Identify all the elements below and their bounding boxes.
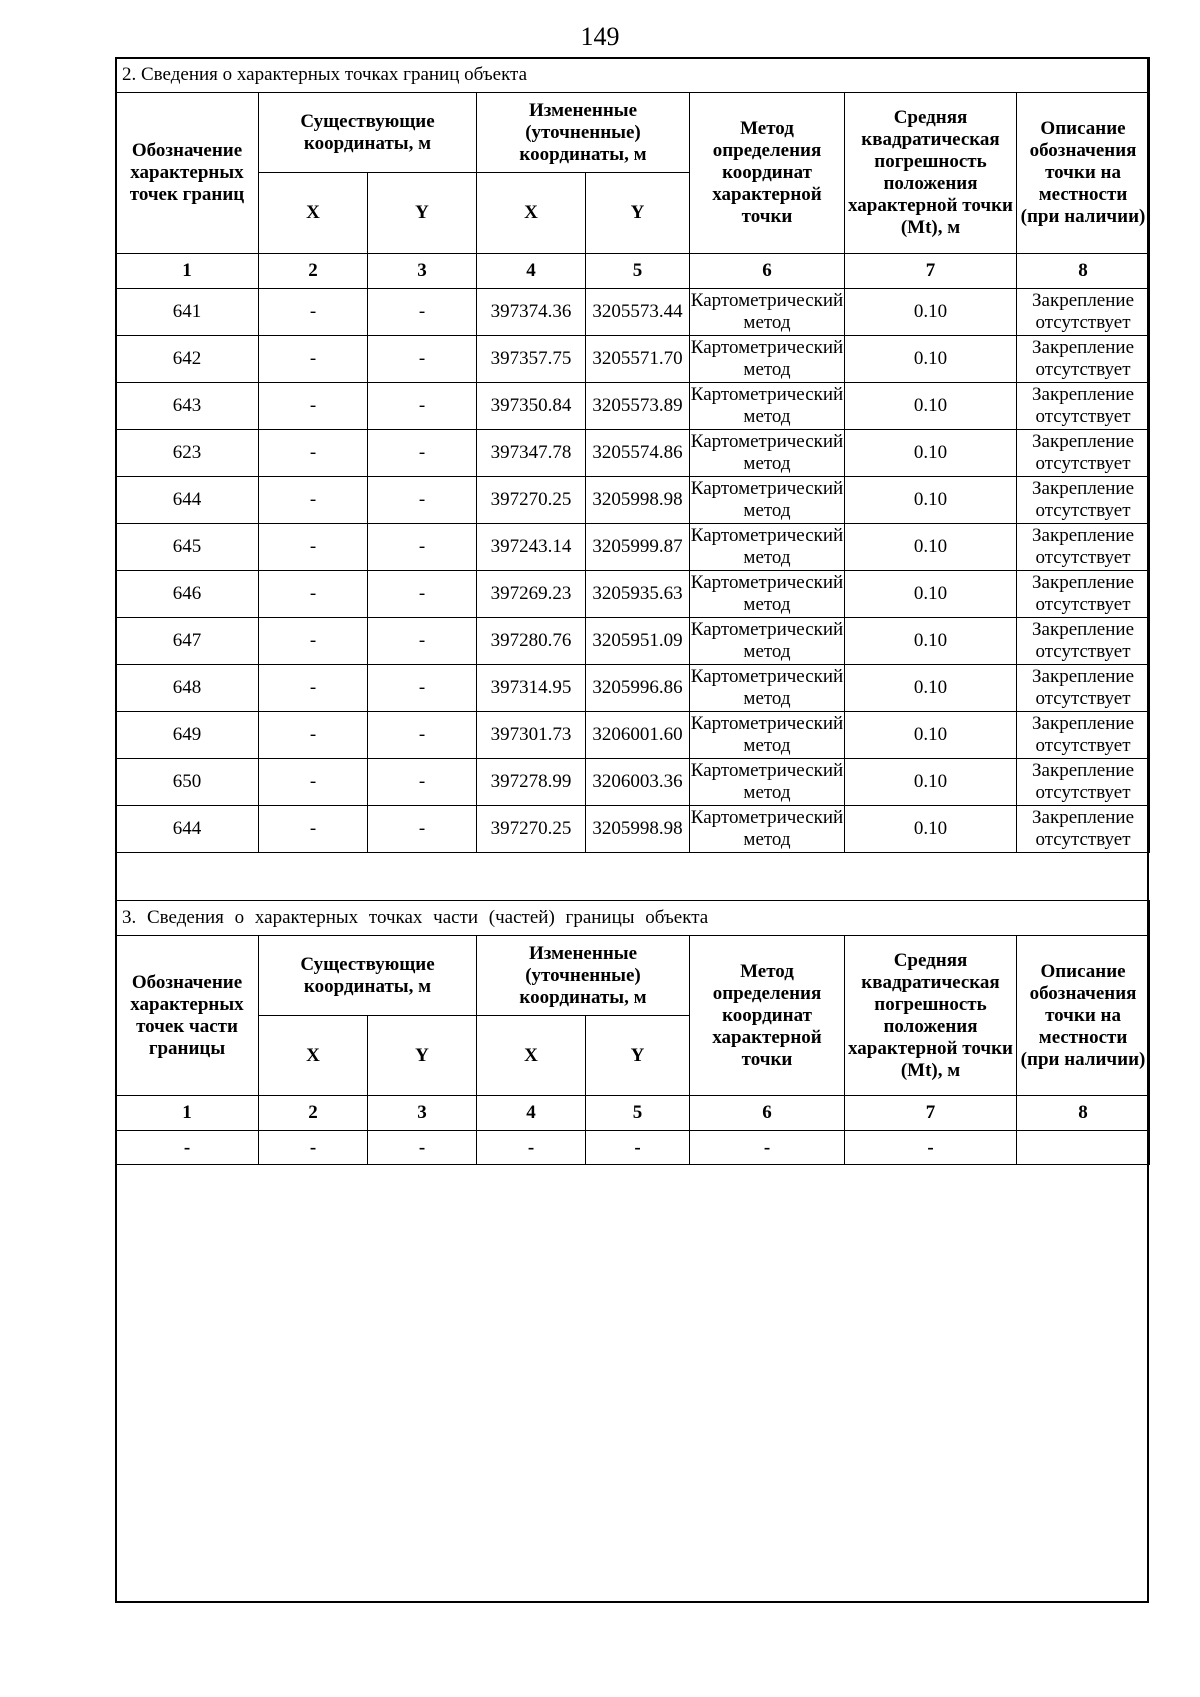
existing-x-cell: - bbox=[259, 430, 368, 477]
header-description: Описание обозначения точки на местности (при наличии) bbox=[1017, 93, 1150, 254]
point-cell: 644 bbox=[116, 477, 259, 524]
changed-x-cell: 397357.75 bbox=[477, 336, 586, 383]
method-cell: Картометрический метод bbox=[690, 806, 845, 853]
error-cell: 0.10 bbox=[845, 430, 1017, 477]
error-cell: 0.10 bbox=[845, 759, 1017, 806]
error-cell: 0.10 bbox=[845, 524, 1017, 571]
error-cell: 0.10 bbox=[845, 712, 1017, 759]
table-row bbox=[116, 524, 1150, 571]
existing-x-cell: - bbox=[259, 477, 368, 524]
description-cell: Закрепление отсутствует bbox=[1017, 524, 1150, 571]
description-cell: Закрепление отсутствует bbox=[1017, 806, 1150, 853]
col-number: 4 bbox=[477, 254, 586, 289]
header-changed: Измененные (уточненные) координаты, м bbox=[477, 936, 690, 1016]
changed-x-cell: 397269.23 bbox=[477, 571, 586, 618]
col-number: 3 bbox=[368, 254, 477, 289]
section2-caption: 2. Сведения о характерных точках границ объекта bbox=[116, 58, 1150, 93]
error-cell: 0.10 bbox=[845, 618, 1017, 665]
header-existing-x: X bbox=[259, 1016, 368, 1096]
existing-y-cell: - bbox=[368, 712, 477, 759]
header-designation: Обозначение характерных точек границ bbox=[116, 93, 259, 254]
changed-x-cell: 397350.84 bbox=[477, 383, 586, 430]
existing-y-cell: - bbox=[368, 524, 477, 571]
empty-cell: - bbox=[477, 1131, 586, 1165]
changed-x-cell: 397374.36 bbox=[477, 289, 586, 336]
col-number: 1 bbox=[116, 254, 259, 289]
col-number: 3 bbox=[368, 1096, 477, 1131]
method-cell: Картометрический метод bbox=[690, 712, 845, 759]
header-changed-y: Y bbox=[586, 173, 690, 254]
changed-x-cell: 397280.76 bbox=[477, 618, 586, 665]
existing-x-cell: - bbox=[259, 289, 368, 336]
col-number: 7 bbox=[845, 254, 1017, 289]
method-cell: Картометрический метод bbox=[690, 289, 845, 336]
col-number: 5 bbox=[586, 1096, 690, 1131]
method-cell: Картометрический метод bbox=[690, 336, 845, 383]
section3-caption: 3. Сведения о характерных точках части (частей) границы объекта bbox=[116, 901, 1150, 936]
point-cell: 641 bbox=[116, 289, 259, 336]
existing-y-cell: - bbox=[368, 477, 477, 524]
empty-cell: - bbox=[845, 1131, 1017, 1165]
existing-x-cell: - bbox=[259, 759, 368, 806]
header-changed-y: Y bbox=[586, 1016, 690, 1096]
method-cell: Картометрический метод bbox=[690, 430, 845, 477]
description-cell: Закрепление отсутствует bbox=[1017, 571, 1150, 618]
description-cell: Закрепление отсутствует bbox=[1017, 430, 1150, 477]
error-cell: 0.10 bbox=[845, 336, 1017, 383]
changed-y-cell: 3205573.44 bbox=[586, 289, 690, 336]
point-cell: 623 bbox=[116, 430, 259, 477]
table-row bbox=[116, 383, 1150, 430]
header-method: Метод определения координат характерной точки bbox=[690, 93, 845, 254]
changed-x-cell: 397314.95 bbox=[477, 665, 586, 712]
col-number: 8 bbox=[1017, 254, 1150, 289]
table-row bbox=[116, 477, 1150, 524]
changed-y-cell: 3205998.98 bbox=[586, 806, 690, 853]
header-designation: Обозначение характерных точек части границы bbox=[116, 936, 259, 1096]
existing-x-cell: - bbox=[259, 665, 368, 712]
empty-cell: - bbox=[690, 1131, 845, 1165]
existing-y-cell: - bbox=[368, 806, 477, 853]
empty-cell: - bbox=[116, 1131, 259, 1165]
existing-y-cell: - bbox=[368, 289, 477, 336]
header-existing: Существующие координаты, м bbox=[259, 936, 477, 1016]
header-existing-y: Y bbox=[368, 173, 477, 254]
changed-y-cell: 3206003.36 bbox=[586, 759, 690, 806]
page-number: 149 bbox=[580, 22, 620, 51]
col-number: 6 bbox=[690, 1096, 845, 1131]
changed-y-cell: 3205951.09 bbox=[586, 618, 690, 665]
table-row bbox=[116, 336, 1150, 383]
header-existing-y: Y bbox=[368, 1016, 477, 1096]
table-row bbox=[116, 665, 1150, 712]
existing-x-cell: - bbox=[259, 806, 368, 853]
description-cell: Закрепление отсутствует bbox=[1017, 477, 1150, 524]
changed-x-cell: 397301.73 bbox=[477, 712, 586, 759]
existing-x-cell: - bbox=[259, 571, 368, 618]
header-existing: Существующие координаты, м bbox=[259, 93, 477, 173]
col-number: 1 bbox=[116, 1096, 259, 1131]
col-number: 5 bbox=[586, 254, 690, 289]
header-existing-x: X bbox=[259, 173, 368, 254]
existing-y-cell: - bbox=[368, 759, 477, 806]
method-cell: Картометрический метод bbox=[690, 759, 845, 806]
changed-x-cell: 397270.25 bbox=[477, 806, 586, 853]
empty-cell: - bbox=[586, 1131, 690, 1165]
section3-table bbox=[115, 900, 1150, 1165]
existing-y-cell: - bbox=[368, 383, 477, 430]
col-number: 2 bbox=[259, 254, 368, 289]
header-description: Описание обозначения точки на местности (при наличии) bbox=[1017, 936, 1150, 1096]
changed-y-cell: 3205573.89 bbox=[586, 383, 690, 430]
point-cell: 646 bbox=[116, 571, 259, 618]
table-row bbox=[116, 571, 1150, 618]
header-changed: Измененные (уточненные) координаты, м bbox=[477, 93, 690, 173]
section2-table bbox=[115, 57, 1150, 853]
method-cell: Картометрический метод bbox=[690, 524, 845, 571]
description-cell: Закрепление отсутствует bbox=[1017, 289, 1150, 336]
description-cell: Закрепление отсутствует bbox=[1017, 712, 1150, 759]
description-cell: Закрепление отсутствует bbox=[1017, 383, 1150, 430]
existing-x-cell: - bbox=[259, 383, 368, 430]
error-cell: 0.10 bbox=[845, 665, 1017, 712]
empty-cell: - bbox=[368, 1131, 477, 1165]
empty-cell bbox=[1017, 1131, 1150, 1165]
changed-y-cell: 3205998.98 bbox=[586, 477, 690, 524]
method-cell: Картометрический метод bbox=[690, 665, 845, 712]
existing-y-cell: - bbox=[368, 665, 477, 712]
method-cell: Картометрический метод bbox=[690, 477, 845, 524]
error-cell: 0.10 bbox=[845, 383, 1017, 430]
existing-y-cell: - bbox=[368, 430, 477, 477]
existing-x-cell: - bbox=[259, 524, 368, 571]
error-cell: 0.10 bbox=[845, 477, 1017, 524]
header-method: Метод определения координат характерной точки bbox=[690, 936, 845, 1096]
changed-x-cell: 397243.14 bbox=[477, 524, 586, 571]
col-number: 2 bbox=[259, 1096, 368, 1131]
method-cell: Картометрический метод bbox=[690, 571, 845, 618]
changed-x-cell: 397278.99 bbox=[477, 759, 586, 806]
table-row bbox=[116, 430, 1150, 477]
changed-y-cell: 3206001.60 bbox=[586, 712, 690, 759]
point-cell: 650 bbox=[116, 759, 259, 806]
changed-y-cell: 3205574.86 bbox=[586, 430, 690, 477]
point-cell: 644 bbox=[116, 806, 259, 853]
changed-x-cell: 397270.25 bbox=[477, 477, 586, 524]
changed-y-cell: 3205996.86 bbox=[586, 665, 690, 712]
existing-x-cell: - bbox=[259, 336, 368, 383]
header-changed-x: X bbox=[477, 1016, 586, 1096]
table-row bbox=[116, 759, 1150, 806]
table-row bbox=[116, 289, 1150, 336]
point-cell: 642 bbox=[116, 336, 259, 383]
existing-y-cell: - bbox=[368, 571, 477, 618]
description-cell: Закрепление отсутствует bbox=[1017, 759, 1150, 806]
method-cell: Картометрический метод bbox=[690, 383, 845, 430]
point-cell: 649 bbox=[116, 712, 259, 759]
table-row bbox=[116, 806, 1150, 853]
col-number: 8 bbox=[1017, 1096, 1150, 1131]
description-cell: Закрепление отсутствует bbox=[1017, 665, 1150, 712]
existing-x-cell: - bbox=[259, 618, 368, 665]
point-cell: 648 bbox=[116, 665, 259, 712]
existing-y-cell: - bbox=[368, 336, 477, 383]
error-cell: 0.10 bbox=[845, 806, 1017, 853]
description-cell: Закрепление отсутствует bbox=[1017, 618, 1150, 665]
changed-y-cell: 3205571.70 bbox=[586, 336, 690, 383]
existing-y-cell: - bbox=[368, 618, 477, 665]
changed-y-cell: 3205999.87 bbox=[586, 524, 690, 571]
empty-cell: - bbox=[259, 1131, 368, 1165]
table-row bbox=[116, 712, 1150, 759]
changed-x-cell: 397347.78 bbox=[477, 430, 586, 477]
section2-rows bbox=[116, 289, 1150, 853]
description-cell: Закрепление отсутствует bbox=[1017, 336, 1150, 383]
point-cell: 645 bbox=[116, 524, 259, 571]
error-cell: 0.10 bbox=[845, 571, 1017, 618]
col-number: 4 bbox=[477, 1096, 586, 1131]
method-cell: Картометрический метод bbox=[690, 618, 845, 665]
table-row bbox=[116, 618, 1150, 665]
error-cell: 0.10 bbox=[845, 289, 1017, 336]
header-error: Средняя квадратическая погрешность положения характерной точки (Mt), м bbox=[845, 93, 1017, 254]
point-cell: 643 bbox=[116, 383, 259, 430]
point-cell: 647 bbox=[116, 618, 259, 665]
changed-y-cell: 3205935.63 bbox=[586, 571, 690, 618]
existing-x-cell: - bbox=[259, 712, 368, 759]
header-changed-x: X bbox=[477, 173, 586, 254]
header-error: Средняя квадратическая погрешность положения характерной точки (Mt), м bbox=[845, 936, 1017, 1096]
col-number: 7 bbox=[845, 1096, 1017, 1131]
col-number: 6 bbox=[690, 254, 845, 289]
